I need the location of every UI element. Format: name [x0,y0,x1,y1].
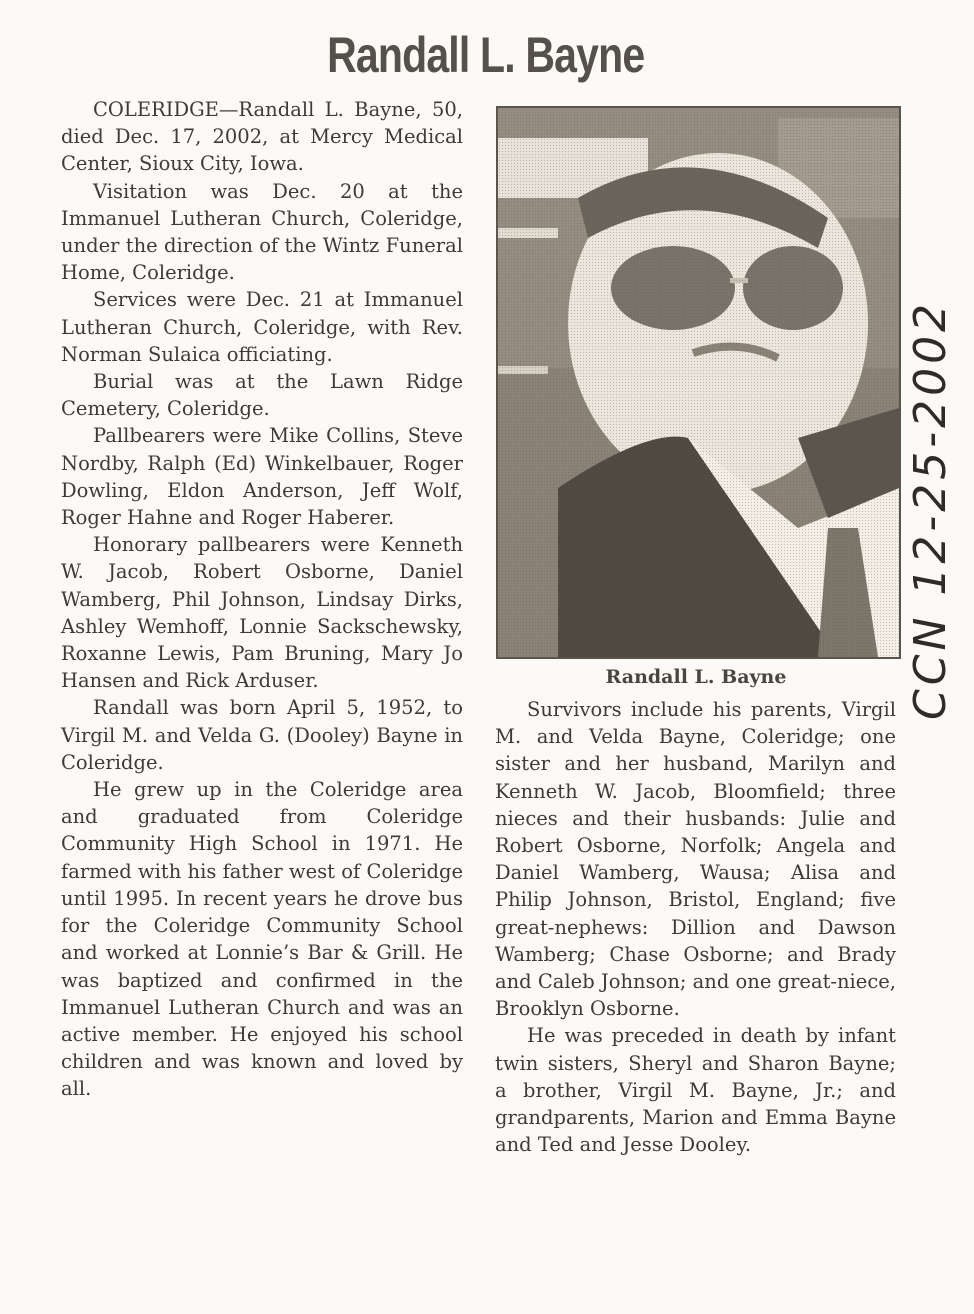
paragraph-honorary-pallbearers: Honorary pallbearers were Kenneth W. Jacob, Robert Osborne, Daniel Wamberg, Phil Johnson, Lindsay Dirks, Ashley Wemhoff, Lonnie Sackschewsky, Roxanne Lewis, Pam Bruning, Mary Jo Hansen and Rick Arduser. [61,533,463,693]
paragraph-pallbearers: Pallbearers were Mike Collins, Steve Nordby, Ralph (Ed) Winkelbauer, Roger Dowling, Eldon Anderson, Jeff Wolf, Roger Hahne and Roger Haberer. [61,424,463,530]
paragraph-birth: Randall was born April 5, 1952, to Virgil M. and Velda G. (Dooley) Bayne in Coleridge. [61,696,463,774]
paragraph-survivors: Survivors include his parents, Virgil M. and Velda Bayne, Coleridge; one sister and her husband, Marilyn and Kenneth W. Jacob, Bloomfield; three nieces and their husbands: Julie and Robert Osborne, Norfolk; Angela and Daniel Wamberg, Wausa; Alisa and Philip Johnson, Bristol, England; five great-nephews: Dillion and Dawson Wamberg; Chase Osborne; and Brady and Caleb Johnson; and one great-niece, Brooklyn Osborne. [495,698,896,1021]
obituary-left-column [61,96,463,1103]
photo-caption: Randall L. Bayne [605,666,787,688]
paragraph-burial: Burial was at the Lawn Ridge Cemetery, Coleridge. [61,370,463,421]
paragraph-life: He grew up in the Coleridge area and graduated from Coleridge Community High School in 1971. He farmed with his father west of Coleridge until 1995. In recent years he drove bus for the Coleridge Community School and worked at Lonnie’s Bar & Grill. He was baptized and confirmed in the Immanuel Lutheran Church and was an active member. He enjoyed his school children and was known and loved by all. [61,778,463,1101]
portrait-photo [496,106,901,659]
portrait-image [498,108,899,657]
paragraph-visitation: Visitation was Dec. 20 at the Immanuel Lutheran Church, Coleridge, under the direction of the Wintz Funeral Home, Coleridge. [61,179,463,285]
paragraph-services: Services were Dec. 21 at Immanuel Lutheran Church, Coleridge, with Rev. Norman Sulaica officiating. [61,288,463,366]
paragraph-death-notice: COLERIDGE—Randall L. Bayne, 50, died Dec. 17, 2002, at Mercy Medical Center, Sioux City, Iowa. [61,98,463,176]
headline: Randall L. Bayne [327,27,645,83]
paragraph-preceded-in-death: He was preceded in death by infant twin sisters, Sheryl and Sharon Bayne; a brother, Virgil M. Bayne, Jr.; and grandparents, Marion and Emma Bayne and Ted and Jesse Dooley. [495,1024,896,1157]
obituary-right-column [495,696,896,1158]
handwritten-date-note: CCN 12-25-2002 [905,299,956,720]
